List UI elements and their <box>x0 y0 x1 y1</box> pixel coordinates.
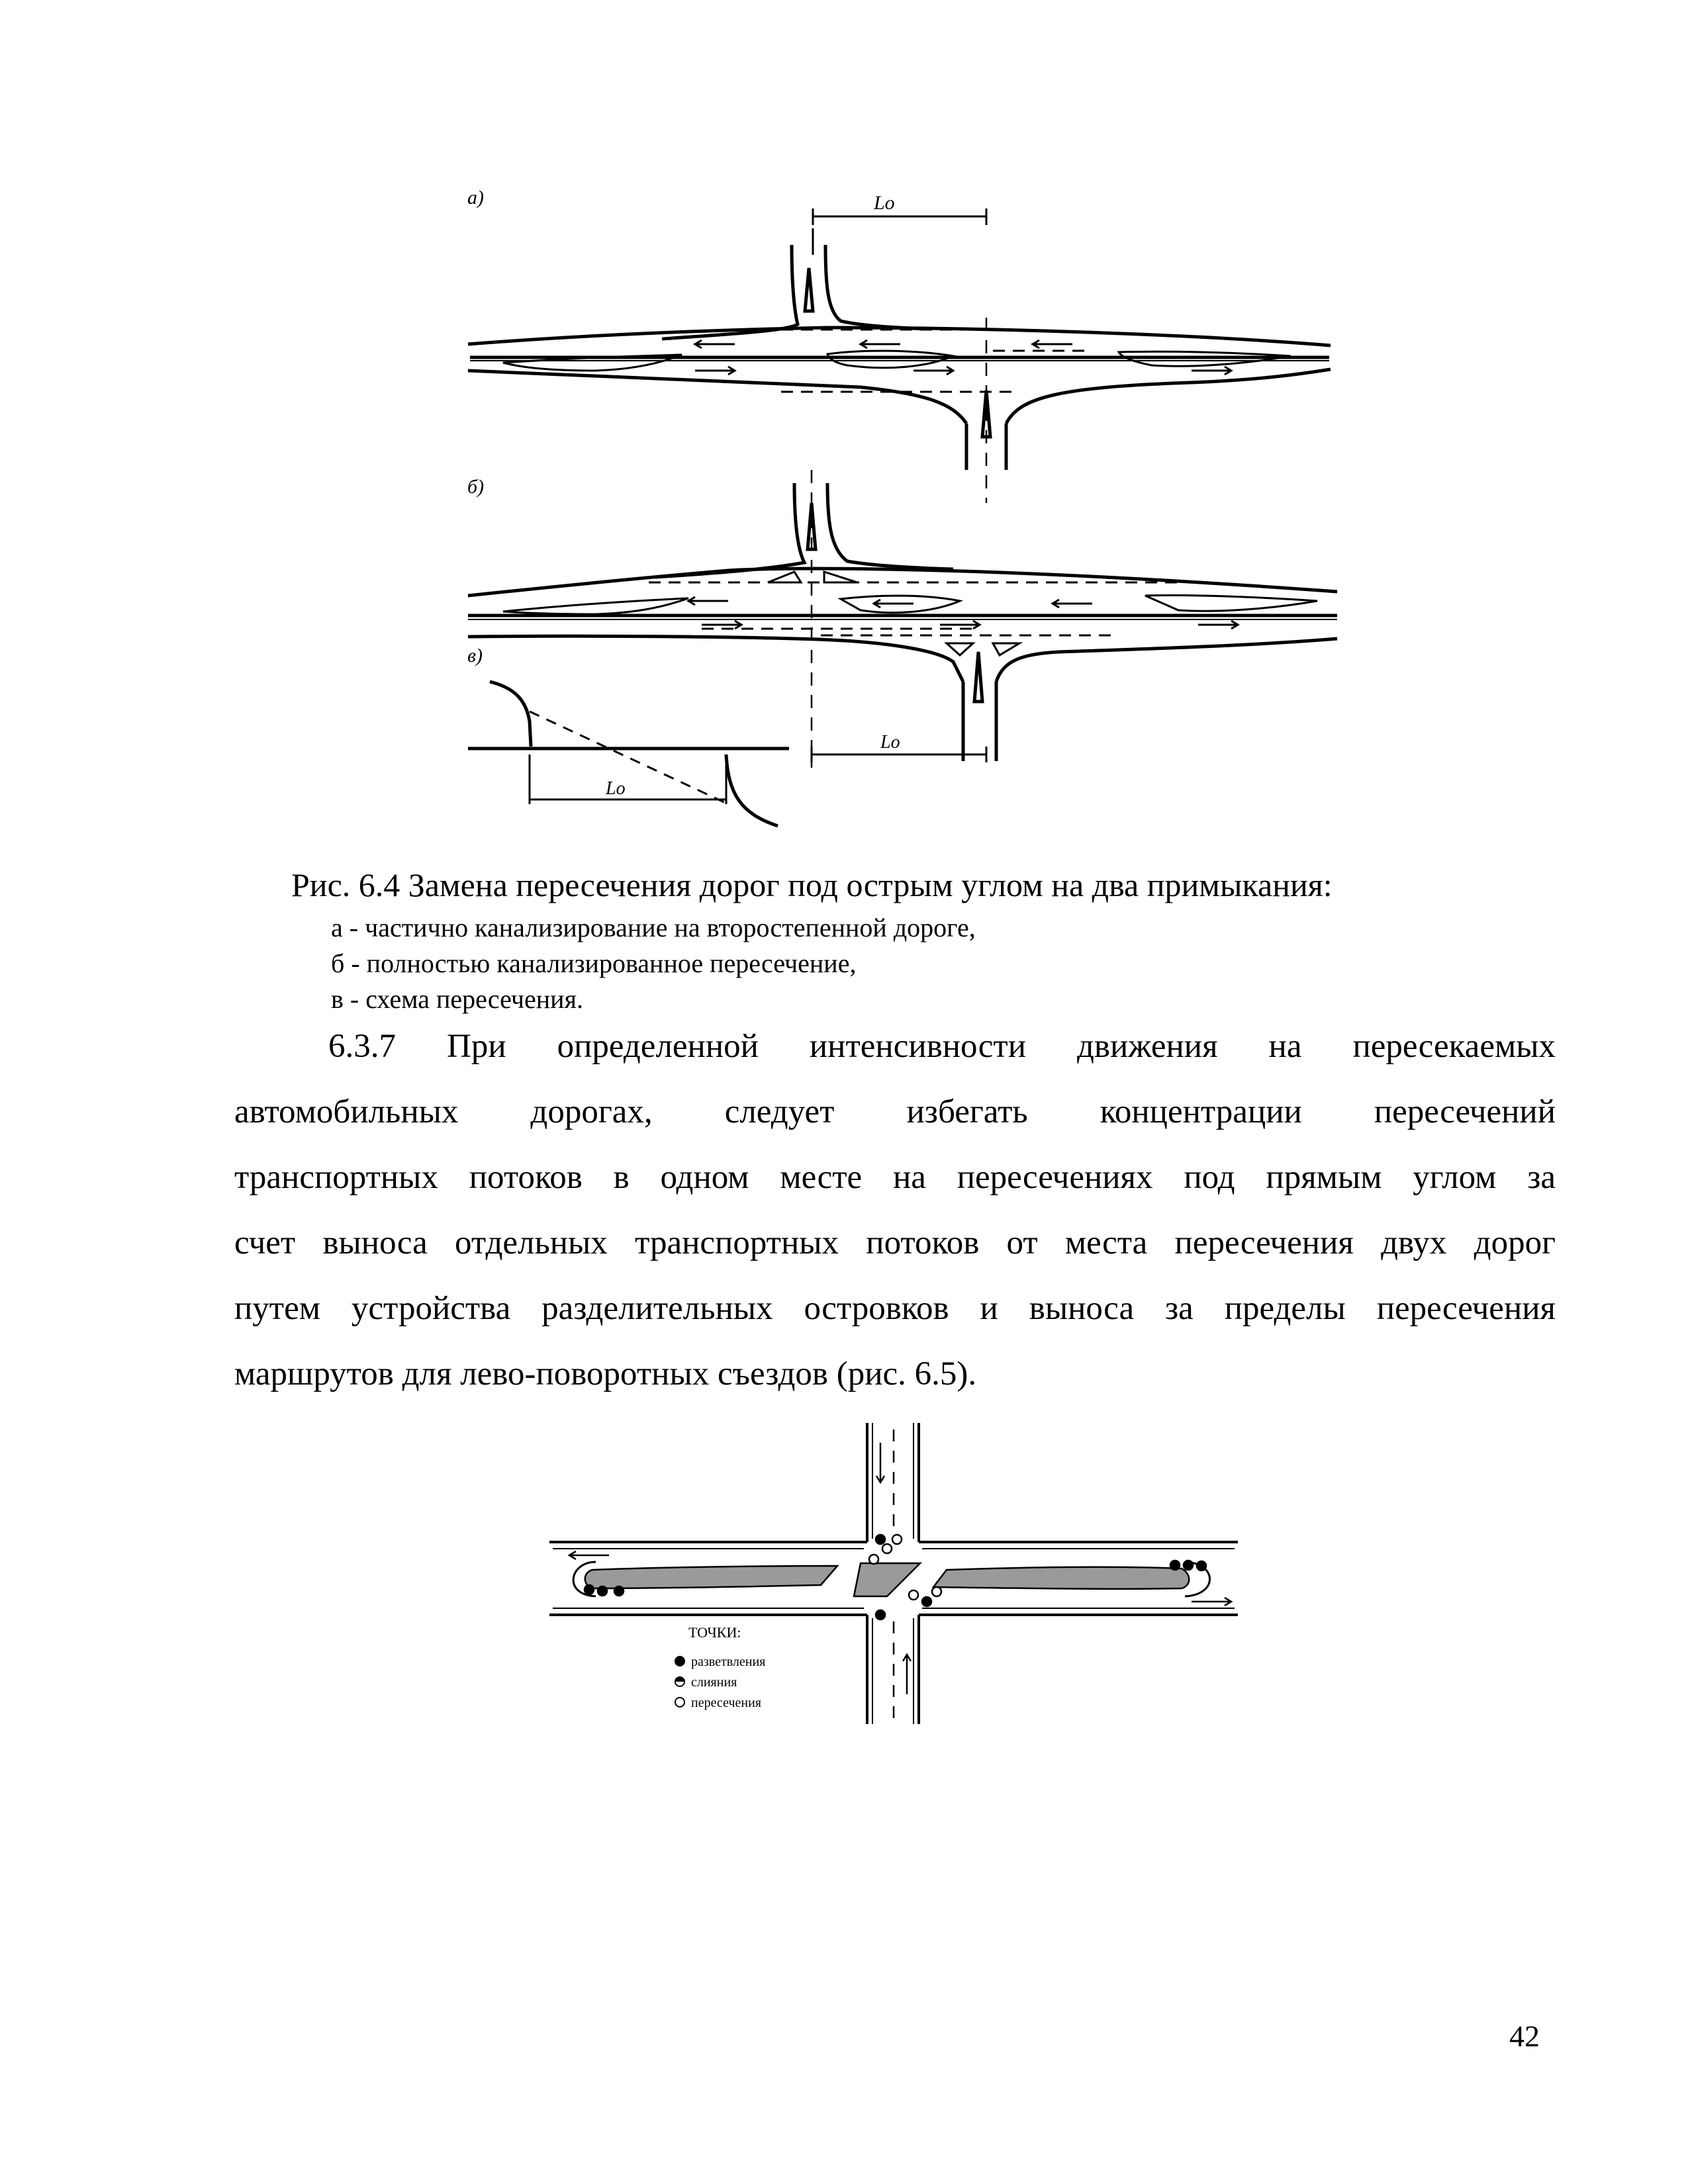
paragraph-line: маршрутов для лево-поворотных съездов (рис. 6.5). <box>234 1355 977 1392</box>
caption-item-a: а - частично канализирование на второстепенной дороге, <box>331 913 976 942</box>
merging-point-marker <box>675 1677 684 1686</box>
panel-b-label: б) <box>467 476 485 498</box>
legend-item-crossing: пересечения <box>691 1696 761 1710</box>
panel-b-dimension-label: Lo <box>880 732 900 752</box>
panel-a-dimension-label: Lo <box>874 192 895 214</box>
caption-item-b: б - полностью канализированное пересечение, <box>331 948 857 978</box>
paragraph-line: счет выноса отдельных транспортных потоков от места пересечения двух дорог <box>234 1224 1556 1261</box>
paragraph-line: транспортных потоков в одном месте на пересечениях под прямым углом за <box>234 1159 1556 1196</box>
panel-c-label: в) <box>467 645 483 666</box>
legend-item-branching: разветвления <box>691 1655 766 1669</box>
paragraph-line: путем устройства разделительных островков и выноса за пределы пересечения <box>234 1290 1556 1327</box>
branching-point-marker <box>675 1657 684 1666</box>
paragraph-line: 6.3.7 При определенной интенсивности движения на пересекаемых <box>328 1028 1556 1065</box>
caption-item-c: в - схема пересечения. <box>331 984 583 1014</box>
legend-title: ТОЧКИ: <box>688 1624 741 1641</box>
crossing-point-marker <box>675 1698 684 1707</box>
page-number: 42 <box>1509 2019 1540 2053</box>
paragraph-line: автомобильных дорогах, следует избегать концентрации пересечений <box>234 1093 1556 1130</box>
panel-a-label: а) <box>467 187 484 208</box>
figure-6-4-caption-title: Рис. 6.4 Замена пересечения дорог под острым углом на два примыкания: <box>291 866 1333 903</box>
legend-item-merging: слияния <box>691 1675 737 1690</box>
panel-c-dimension-label: Lo <box>606 778 626 799</box>
